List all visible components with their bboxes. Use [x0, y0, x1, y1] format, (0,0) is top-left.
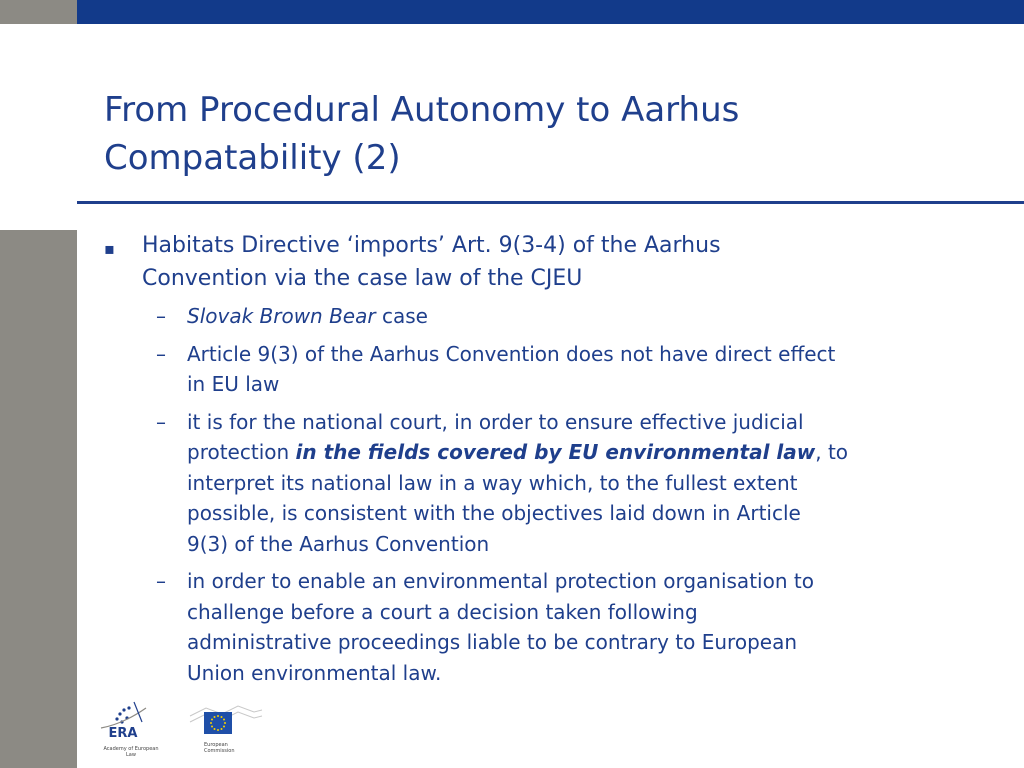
era-logo [98, 700, 164, 758]
sub-item-line: in EU law [187, 372, 280, 396]
sub-item-line: Article 9(3) of the Aarhus Convention does not have direct effect [187, 341, 836, 366]
ec-subtitle-line-2: Commission [204, 748, 235, 754]
sub-item-line: in order to enable an environmental protection organisation to [187, 569, 814, 593]
era-subtitle: Academy of European Law [103, 746, 159, 758]
bullet-text-line-2: Convention via the case law of the CJEU [142, 266, 583, 291]
sub-item-line: interpret its national law in a way which, to the fullest extent [187, 470, 798, 495]
sub-item-line: 9(3) of the Aarhus Convention [187, 531, 490, 556]
dash-marker: – [156, 409, 166, 434]
european-commission-logo [188, 702, 268, 758]
case-suffix: case [375, 304, 428, 328]
slide-content [104, 229, 954, 695]
sub-item-line: Union environmental law. [187, 660, 442, 685]
sub-item-line-prefix: protection [187, 440, 296, 464]
sub-item-line-suffix: , to [815, 440, 849, 464]
case-name: Slovak Brown Bear [187, 304, 376, 328]
dash-marker: – [156, 569, 166, 593]
sub-item-direct-effect [104, 339, 954, 400]
ec-subtitle-line-1: European [204, 742, 228, 748]
bullet-text-line-1: Habitats Directive ‘imports’ Art. 9(3-4) of the Aarhus [142, 233, 721, 258]
emphasis-text: in the fields covered by EU environmental law [295, 440, 816, 464]
top-gray-bar [0, 0, 77, 24]
sub-item-environmental-org [104, 566, 954, 688]
sub-item-case-name [104, 301, 954, 332]
sub-item-line: administrative proceedings liable to be contrary to European [187, 630, 797, 654]
top-blue-bar [77, 0, 1024, 24]
eu-flag-icon [188, 702, 268, 740]
sub-bullet-list [104, 301, 954, 688]
dash-marker: – [156, 304, 166, 328]
sub-item-line: it is for the national court, in order to ensure effective judicial [187, 409, 804, 434]
side-gray-bar [0, 230, 77, 768]
title-divider [77, 201, 1024, 204]
era-label: ERA [108, 726, 138, 741]
sub-item-national-court [104, 407, 954, 560]
sub-item-line: challenge before a court a decision taken following [187, 599, 698, 624]
dash-marker: – [156, 341, 166, 366]
title-line-2: Compatability (2) [104, 138, 401, 178]
title-line-1: From Procedural Autonomy to Aarhus [104, 90, 740, 130]
ec-subtitle [204, 742, 235, 754]
main-bullet [104, 229, 954, 295]
sub-item-line: possible, is consistent with the objectives laid down in Article [187, 501, 801, 525]
square-bullet-icon: ▪ [104, 239, 115, 258]
slide-title [104, 86, 984, 182]
